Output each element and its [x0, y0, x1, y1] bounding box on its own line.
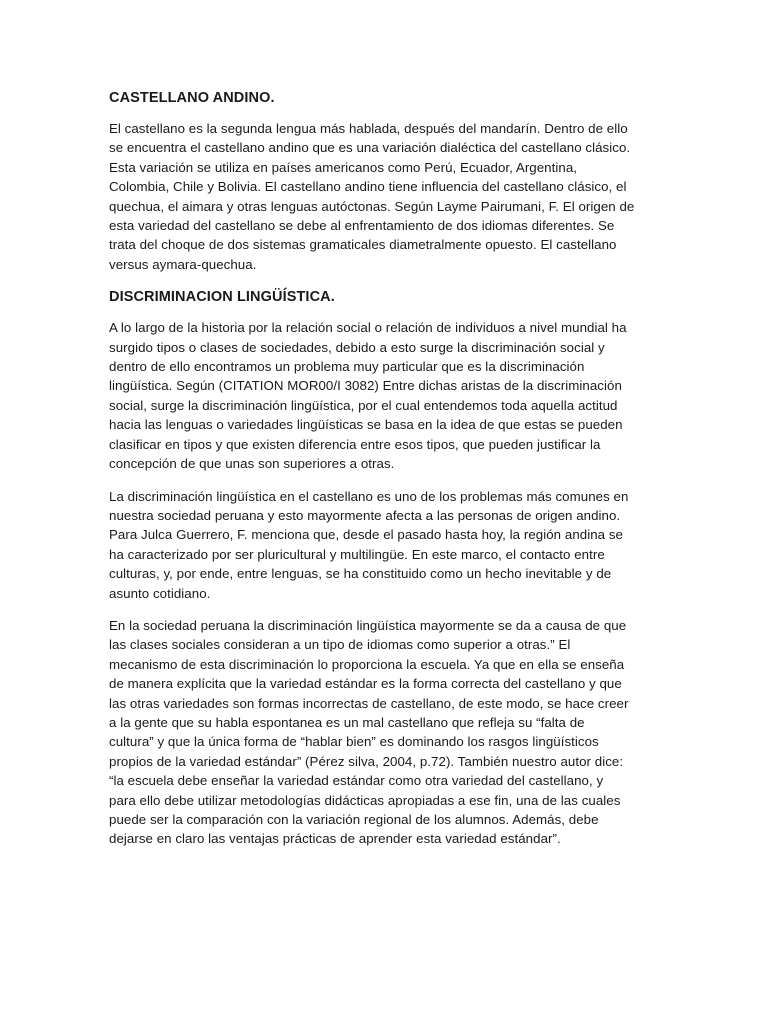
text-line: puede ser la comparación con la variación regional de los alumnos. Además, debe: [109, 812, 599, 827]
text-line: “la escuela debe enseñar la variedad estándar como otra variedad del castellano, y: [109, 773, 604, 789]
text-line: A lo largo de la historia por la relación social o relación de individuos a nivel mundial ha: [109, 320, 627, 336]
text-line: hacia las lenguas o variedades lingüísticas se basa en la idea de que estas se pueden: [109, 417, 623, 433]
section-heading-castellano-andino: CASTELLANO ANDINO.: [109, 90, 275, 106]
text-line: lingüística. Según (CITATION MOR00/I 3082) Entre dichas aristas de la discriminación: [109, 378, 622, 394]
paragraph-castellano-andino: [109, 119, 659, 274]
text-line: clasificar en tipos y que existen diferencia entre esos tipos, que pueden justificar la: [109, 436, 601, 452]
section-heading-discriminacion: DISCRIMINACION LINGÜÍSTICA.: [109, 289, 335, 306]
text-line: de manera explícita que la variedad estándar es la forma correcta del castellano y que: [109, 676, 622, 692]
text-line: trata del choque de dos sistemas gramaticales diametralmente opuesto. El castellano: [109, 237, 617, 253]
text-line: versus aymara-quechua.: [109, 256, 257, 272]
paragraph-discriminacion-1: [109, 318, 659, 473]
text-line: se encuentra el castellano andino que es una variación dialéctica del castellano clásico.: [109, 140, 631, 156]
text-line: Colombia, Chile y Bolivia. El castellano andino tiene influencia del castellano clásico, el: [109, 179, 627, 195]
text-line: Esta variación se utiliza en países americanos como Perú, Ecuador, Argentina,: [109, 159, 578, 175]
paragraph-discriminacion-2: [109, 487, 659, 603]
text-line: mecanismo de esta discriminación lo proporciona la escuela. Ya que en ella se enseña: [109, 656, 625, 672]
text-line: cultura” y que la única forma de “hablar bien” es dominando los rasgos lingüísticos: [109, 734, 599, 750]
text-line: La discriminación lingüística en el castellano es uno de los problemas más comunes en: [109, 488, 629, 504]
text-line: asunto cotidiano.: [109, 585, 211, 601]
text-line: Para Julca Guerrero, F. menciona que, desde el pasado hasta hoy, la región andina se: [109, 527, 623, 543]
text-line: a la gente que su habla espontanea es un mal castellano que refleja su “falta de: [109, 714, 585, 730]
text-line: esta variedad del castellano se debe al enfrentamiento de dos idiomas diferentes. Se: [109, 218, 615, 234]
text-line: propios de la variedad estándar” (Pérez silva, 2004, p.72). También nuestro autor dice:: [109, 753, 624, 769]
text-line: para ello debe utilizar metodologías didácticas apropiadas a ese fin, una de las cuales: [109, 792, 621, 808]
text-line: las otras variedades son formas incorrectas de castellano, de este modo, se hace creer: [109, 695, 629, 711]
document-page: [109, 88, 659, 862]
text-line: dentro de ello encontramos un problema muy particular que es la discriminación: [109, 359, 585, 375]
text-line: culturas, y, por ende, entre lenguas, se ha constituido como un hecho inevitable y de: [109, 566, 612, 582]
text-line: dejarse en claro las ventajas prácticas de aprender esta variedad estándar”.: [109, 831, 561, 847]
text-line: quechua, el aimara y otras lenguas autóctonas. Según Layme Pairumani, F. El origen de: [109, 198, 635, 214]
paragraph-discriminacion-3: [109, 616, 659, 849]
text-line: concepción de que unas son superiores a otras.: [109, 456, 395, 472]
text-line: En la sociedad peruana la discriminación lingüística mayormente se da a causa de que: [109, 617, 627, 633]
text-line: surgido tipos o clases de sociedades, debido a esto surge la discriminación social y: [109, 339, 605, 355]
text-line: ha caracterizado por ser pluricultural y multilingüe. En este marco, el contacto entre: [109, 546, 605, 562]
text-line: nuestra sociedad peruana y esto mayormente afecta a las personas de origen andino.: [109, 507, 621, 523]
text-line: las clases sociales consideran a un tipo de idiomas como superior a otras.” El: [109, 637, 571, 653]
text-line: El castellano es la segunda lengua más hablada, después del mandarín. Dentro de ello: [109, 121, 628, 136]
text-line: social, surge la discriminación lingüística, por el cual entendemos toda aquella actitud: [109, 397, 618, 413]
